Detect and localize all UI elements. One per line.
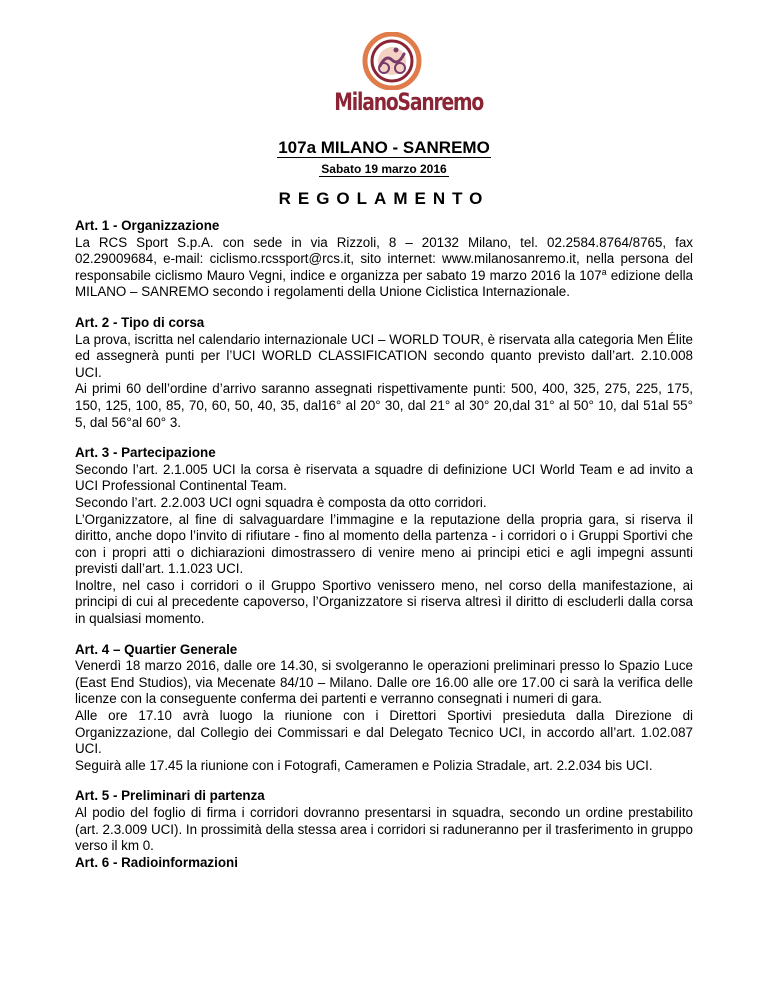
article-paragraph: Seguirà alle 17.45 la riunione con i Fotografi, Cameramen e Polizia Stradale, art. 2.2.034 bis UCI. [75,757,653,773]
article-heading: Art. 3 - Partecipazione [75,445,216,461]
article-2 [75,315,693,431]
logo-wordmark: MilanoSanremo [334,88,484,116]
article-heading: Art. 6 - Radioinformazioni [75,854,238,870]
article-paragraph: Ai primi 60 dell’ordine d’arrivo saranno assegnati rispettivamente punti: 500, 400, 325, 275, 225, 175, 150, 125, 100, 85, 70, 60, 50, 40, 35, dal16° al 20° 30, dal 21° al 30° 20,dal 31° al 50° 10, dal 51al 55° 5, dal 56°al 60° 3. [75,381,693,430]
article-paragraph: Alle ore 17.10 avrà luogo la riunione con i Direttori Sportivi presieduta dalla Direzione di Organizzazione, dal Collegio dei Commissari e dal Delegato Tecnico UCI, in accordo all’art. 1.02.087 UCI. [75,708,693,757]
document-title: REGOLAMENTO [278,189,490,208]
article-paragraph: La RCS Sport S.p.A. con sede in via Rizzoli, 8 – 20132 Milano, tel. 02.2584.8764/8765, fax 02.29009684, e-mail: ciclismo.rcssport@rcs.it, sito internet: www.milanosanremo.it, nella persona del responsabile ciclismo Mauro Vegni, indice e organizza per sabato 19 marzo 2016 la 107$^a$ edizione della MILANO – SANREMO secondo i regolamenti della Unione Ciclistica Internazionale. [75,234,693,300]
race-name: MILANO - SANREMO [320,138,490,157]
edition-suffix: a [306,138,317,157]
article-3 [75,445,693,628]
regulation-body [75,218,693,871]
article-heading: Art. 2 - Tipo di corsa [75,314,205,330]
race-date: Sabato 19 marzo 2016 [321,162,447,176]
article-4 [75,642,693,775]
edition-number: 107 [278,138,307,157]
article-heading: Art. 1 - Organizzazione [75,218,220,233]
article-6 [75,855,693,872]
article-paragraph: L’Organizzatore, al fine di salvaguardare l’immagine e la reputazione della propria gara, si riserva il diritto, anche dopo l’invito di rifiutare - fino al momento della partenza - i corridori o i Gruppi Sportivi che con i propri atti o dichiarazioni dimostrassero di venire meno ai principi etici e agli impegni assunti previsti dall’art. 1.1.023 UCI. [75,511,693,577]
article-1 [75,218,693,301]
article-paragraph: Secondo l’art. 2.1.005 UCI la corsa è riservata a squadre di definizione UCI World Team e ad invito a UCI Professional Continental Team. [75,461,693,494]
article-heading: Art. 4 – Quartier Generale [75,641,238,657]
article-paragraph: Inoltre, nel caso i corridori o il Gruppo Sportivo venissero meno, nel corso della manifestazione, ai principi di cui al precedente capoverso, l’Organizzatore si riserva altresì il diritto di escluderli dalla corsa in qualsiasi momento. [75,577,693,627]
race-title [0,138,768,158]
article-paragraph: Secondo l’art. 2.2.003 UCI ogni squadra è composta da otto corridori. [75,494,487,510]
cyclist-emblem-icon [318,32,466,90]
article-paragraph: Al podio del foglio di firma i corridori dovranno presentarsi in squadra, secondo un ordine prestabilito (art. 2.3.009 UCI). In prossimità della stessa area i corridori si raduneranno per il trasferimento in gruppo verso il km 0. [75,805,693,854]
article-5 [75,788,693,854]
article-heading: Art. 5 - Preliminari di partenza [75,788,265,804]
article-paragraph: La prova, iscritta nel calendario internazionale UCI – WORLD TOUR, è riservata alla categoria Men Élite ed assegnerà punti per l’UCI WORLD CLASSIFICATION secondo quanto previsto dall’art. 2.10.008 UCI. [75,331,693,380]
article-paragraph: Venerdì 18 marzo 2016, dalle ore 14.30, si svolgeranno le operazioni preliminari presso lo Spazio Luce (East End Studios), via Mecenate 84/10 – Milano. Dalle ore 16.00 alle ore 17.00 ci sarà la verifica delle licenze con la conseguente conferma dei partenti e verranno consegnati i numeri di gara. [75,658,693,707]
milanosanremo-logo [318,32,484,124]
